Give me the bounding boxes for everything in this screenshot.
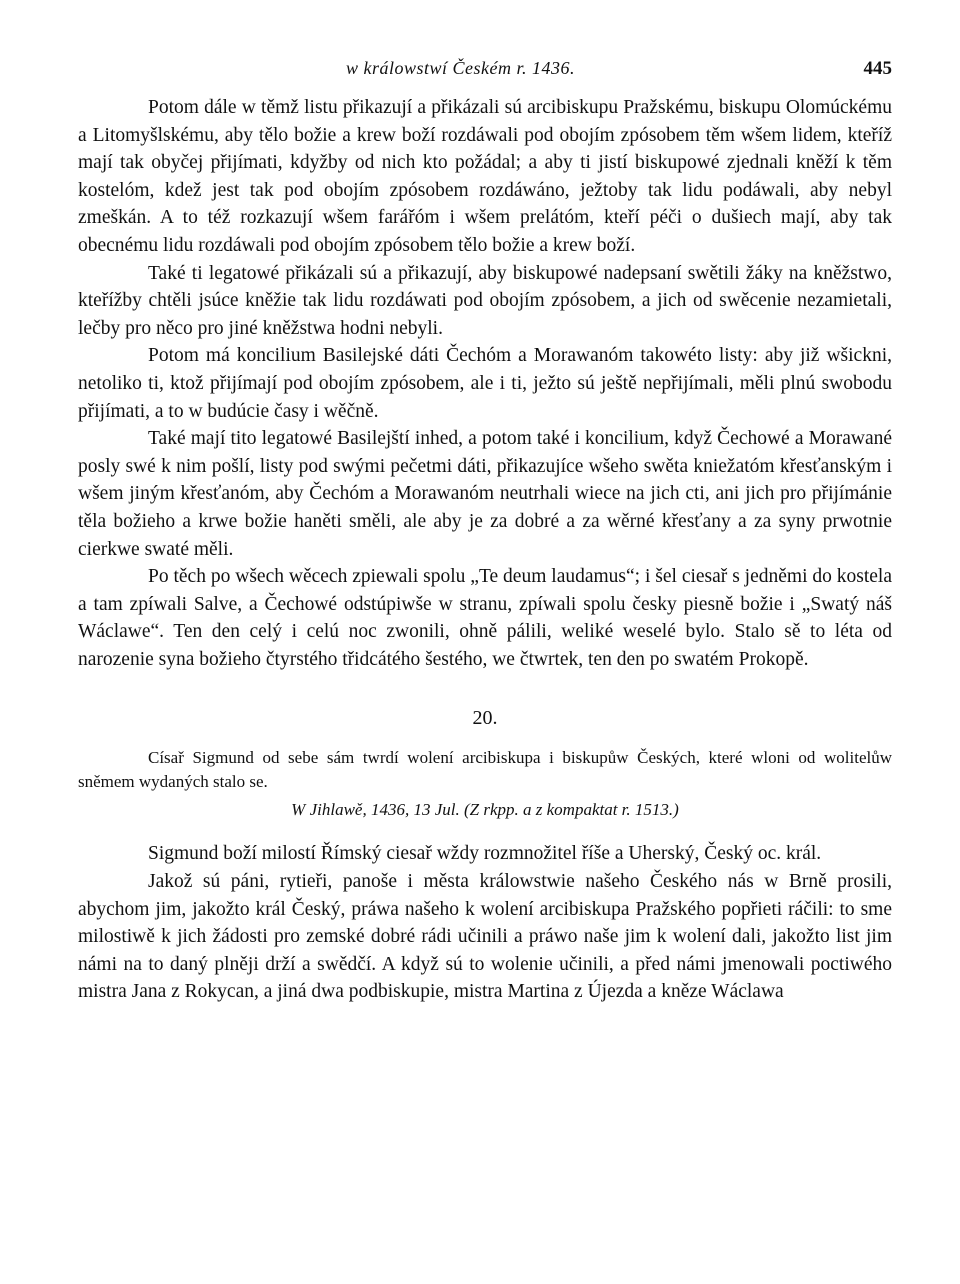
running-head [78, 58, 892, 94]
paragraph-1: Potom dále w těmž listu přikazují a přikázali sú arcibiskupu Pražskému, biskupu Olomúckému a Litomyšlskému, aby tělo božie a krew boží rozdáwali pod obojím zpósobem těm wšem lidem, kteříž mají tak obyčej přijímati, kdyžby od nich kto požádal; a aby ti jistí biskupowé zjednali kněží k těm kostelóm, kdež jest tak pod obojím zpósobem rozdáwáno, ježtoby tak lidu podáwali, aby nebyl zmeškán. A to též rozkazují wšem farářóm i wšem prelátóm, kteří péči o dušiech mají, aby tak obecnému lidu rozdáwali pod obojím zpósobem tělo božie a krew boží. [78, 97, 892, 256]
paragraph-5: Po těch po wšech wěcech zpiewali spolu „Te deum laudamus“; i šel ciesař s jedněmi do kostela a tam zpíwali Salve, a Čechowé odstúpiwše w stranu, zpíwali spolu česky piesně božie i „Swatý náš Wáclawe“. Ten den celý i celú noc zwonili, ohně pálili, weliké weselé bylo. Stalo sě to léta od narozenie syna božieho čtyrstého třidcátého šestého, we čtwrtek, ten den po swatém Prokopě. [78, 566, 892, 670]
section-source: W Jihlawě, 1436, 13 Jul. (Z rkpp. a z kompaktat r. 1513.) [291, 800, 679, 820]
paragraph-2: Také ti legatowé přikázali sú a přikazují, aby biskupowé nadepsaní swětili žáky na kněžstwo, kteřížby chtěli jsúce kněžie tak lidu rozdáwati pod obojím zpósobem, a jich od swěcenie nezamietali, lečby pro něco pro jiné kněžstwa hodni nebyli. [78, 262, 892, 339]
paragraph-6: Sigmund boží milostí Římský ciesař wždy rozmnožitel říše a Uherský, Český oc. král. [148, 843, 822, 865]
section-number: 20. [472, 707, 498, 730]
page-number: 445 [863, 58, 892, 79]
document-page [78, 58, 892, 1006]
paragraph-4: Také mají tito legatowé Basilejští inhed, a potom také i koncilium, když Čechowé a Morawané posly swé k nim pošlí, listy pod swými pečetmi dáti, přikazujíce wšeho swěta kniežatóm křesťanským i wšem jiným křesťanóm, aby Čechóm a Morawanóm neutrhali wiece na jich cti, ani jich pro přijímánie těla božieho a krwe božie haněti směli, ale aby je za dobré a za wěrné křesťany a za syny prwotnie cierkwe swaté měli. [78, 428, 892, 560]
running-title: w králowstwí Českém r. 1436. [346, 58, 576, 78]
paragraph-3: Potom má koncilium Basilejské dáti Čechóm a Morawanóm takowéto listy: aby již wšickni, netoliko ti, ktož přijímají pod obojím zpósobem, ale i ti, ježto sú ještě nepřijímali, měli plnú swobodu přijímati, a to w budúcie časy i wěčně. [78, 345, 892, 422]
section-summary: Císař Sigmund od sebe sám twrdí wolení arcibiskupa i biskupůw Českých, které wloni od wolitelůw sněmem wydaných stalo se. [78, 748, 892, 792]
paragraph-7: Jakož sú páni, rytieři, panoše i města králowstwie našeho Českého nás w Brně prosili, abychom jim, jakožto král Český, práwa našeho k wolení arcibiskupa Pražského popřieti ráčili: to sme milostiwě k jich žádosti pro zemské dobré rádi učinili a práwo naše jim k wolení dali, jakožto list jim námi na to daný plněji drží a swědčí. A když sú to wolenie učinili, a před námi jmenowali poctiwého mistra Jana z Rokycan, a jiná dwa podbiskupie, mistra Martina z Újezda a kněze Wáclawa [78, 871, 892, 1003]
